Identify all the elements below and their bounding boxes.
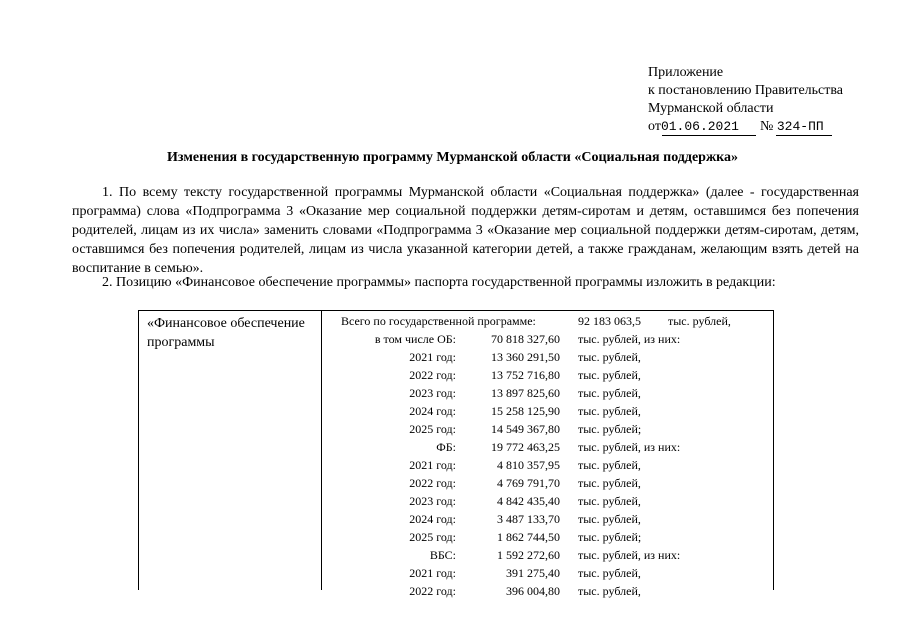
row-unit: тыс. рублей, bbox=[578, 404, 641, 418]
row-label: 2023 год: bbox=[409, 386, 456, 400]
number-label: № bbox=[760, 119, 774, 134]
row-label: 2024 год: bbox=[409, 404, 456, 418]
row-value: 4 842 435,40 bbox=[497, 494, 560, 508]
row-unit: тыс. рублей, bbox=[578, 350, 641, 364]
row-value: 396 004,80 bbox=[506, 584, 560, 598]
table-row bbox=[0, 366, 905, 384]
row-label: в том числе ОБ: bbox=[374, 332, 456, 346]
table-total-row bbox=[0, 312, 905, 330]
row-label: 2021 год: bbox=[409, 350, 456, 364]
table-row bbox=[0, 528, 905, 546]
row-unit: тыс. рублей, bbox=[578, 368, 641, 382]
date-line bbox=[648, 119, 739, 135]
row-value: 70 818 327,60 bbox=[491, 332, 560, 346]
table-row bbox=[0, 456, 905, 474]
table-label-line-1: «Финансовое обеспечение bbox=[147, 316, 305, 331]
row-label: 2021 год: bbox=[409, 566, 456, 580]
table-row bbox=[0, 348, 905, 366]
paragraph-1: 1. По всему тексту государственной программы Мурманской области «Социальная поддержка» (далее - государственная программа) слова «Подпрограмма 3 «Оказание мер социальной поддержки детям-сиротам и детям, оставшимся без попечения родителей, лицам из их числа» заменить словами «Подпрограмма 3 «Оказание мер социальной поддержки детям-сиротам, детям, оставшимся без попечения родителей, лицам из числа указанной категории детей, а также гражданам, желающим взять детей на воспитание в семью». bbox=[72, 185, 859, 276]
date-underline bbox=[662, 135, 756, 136]
number-underline bbox=[776, 135, 832, 136]
table-label-line-2: программы bbox=[147, 335, 215, 350]
decree-date: 01.06.2021 bbox=[660, 119, 739, 134]
row-value: 19 772 463,25 bbox=[491, 440, 560, 454]
row-value: 4 769 791,70 bbox=[497, 476, 560, 490]
row-unit: тыс. рублей; bbox=[578, 422, 642, 436]
row-label: 2024 год: bbox=[409, 512, 456, 526]
appendix-label: Приложение bbox=[648, 65, 724, 80]
decree-reference: к постановлению Правительства bbox=[648, 83, 844, 98]
region-name: Мурманской области bbox=[648, 101, 774, 116]
row-value: 13 897 825,60 bbox=[491, 386, 560, 400]
row-unit: тыс. рублей, bbox=[578, 512, 641, 526]
row-value: 391 275,40 bbox=[506, 566, 560, 580]
table-row bbox=[0, 438, 905, 456]
table-row bbox=[0, 420, 905, 438]
table-row bbox=[0, 474, 905, 492]
row-unit: тыс. рублей, bbox=[578, 476, 641, 490]
row-label: ВБС: bbox=[429, 548, 456, 562]
number-line bbox=[760, 119, 824, 135]
table-row bbox=[0, 582, 905, 600]
paragraph-2: 2. Позицию «Финансовое обеспечение программы» паспорта государственной программы изложить в редакции: bbox=[102, 275, 776, 290]
table-row bbox=[0, 384, 905, 402]
table-row bbox=[0, 564, 905, 582]
row-label: ФБ: bbox=[436, 440, 456, 454]
table-row bbox=[0, 546, 905, 564]
row-value: 15 258 125,90 bbox=[491, 404, 560, 418]
row-unit: тыс. рублей, из них: bbox=[578, 440, 681, 454]
row-unit: тыс. рублей, bbox=[578, 584, 641, 598]
row-unit: тыс. рублей, bbox=[578, 566, 641, 580]
row-unit: тыс. рублей; bbox=[578, 530, 642, 544]
decree-number: 324-ПП bbox=[776, 119, 824, 134]
row-value: 1 862 744,50 bbox=[497, 530, 560, 544]
row-value: 1 592 272,60 bbox=[497, 548, 560, 562]
row-label: 2022 год: bbox=[409, 584, 456, 598]
row-unit: тыс. рублей, bbox=[578, 386, 641, 400]
row-unit: тыс. рублей, из них: bbox=[578, 548, 681, 562]
table-row bbox=[0, 510, 905, 528]
row-label: 2025 год: bbox=[409, 422, 456, 436]
row-value: 14 549 367,80 bbox=[491, 422, 560, 436]
table-row bbox=[0, 402, 905, 420]
table-row bbox=[0, 492, 905, 510]
row-unit: тыс. рублей, bbox=[578, 458, 641, 472]
document-title: Изменения в государственную программу Мурманской области «Социальная поддержка» bbox=[167, 150, 738, 165]
total-unit: тыс. рублей, bbox=[668, 314, 731, 328]
row-unit: тыс. рублей, bbox=[578, 494, 641, 508]
row-value: 4 810 357,95 bbox=[497, 458, 560, 472]
row-label: 2022 год: bbox=[409, 368, 456, 382]
row-label: 2025 год: bbox=[409, 530, 456, 544]
total-label: Всего по государственной программе: bbox=[341, 314, 536, 328]
row-label: 2021 год: bbox=[409, 458, 456, 472]
row-label: 2023 год: bbox=[409, 494, 456, 508]
row-value: 3 487 133,70 bbox=[497, 512, 560, 526]
row-value: 13 752 716,80 bbox=[491, 368, 560, 382]
total-value: 92 183 063,5 bbox=[578, 314, 641, 328]
row-label: 2022 год: bbox=[409, 476, 456, 490]
from-label: от bbox=[648, 119, 661, 134]
table-row bbox=[0, 330, 905, 348]
row-value: 13 360 291,50 bbox=[491, 350, 560, 364]
row-unit: тыс. рублей, из них: bbox=[578, 332, 681, 346]
